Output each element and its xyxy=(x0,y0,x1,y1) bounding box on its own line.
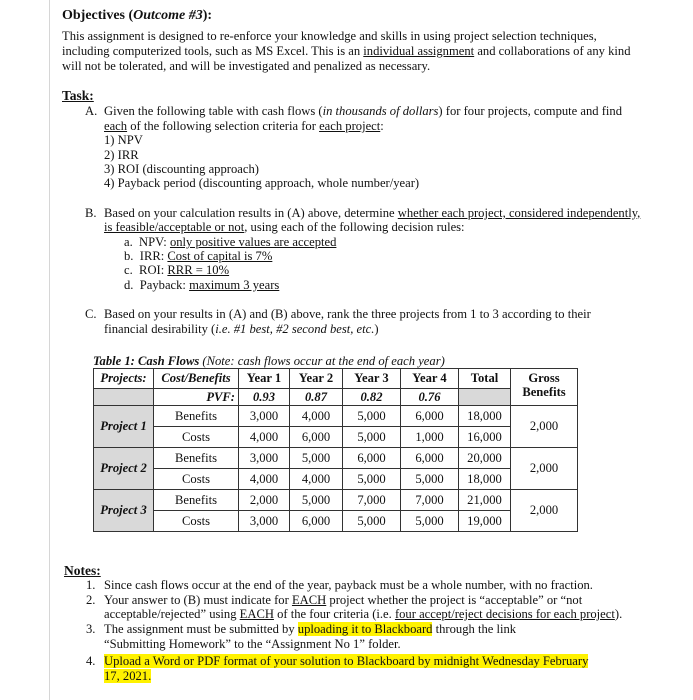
rule-item-roi: c. ROI: RRR = 10% xyxy=(124,263,230,277)
table-cell: 7,000 xyxy=(401,490,459,511)
table-cell: 5,000 xyxy=(290,448,343,469)
row-label: Benefits xyxy=(154,490,239,511)
table-cell: 1,000 xyxy=(401,427,459,448)
pvf-empty xyxy=(94,389,154,406)
task-c-line-2: financial desirability (i.e. #1 best, #2 second best, etc.) xyxy=(104,322,379,336)
project-1-label: Project 1 xyxy=(94,406,154,448)
total-cell: 18,000 xyxy=(459,469,511,490)
note-3-number: 3. xyxy=(86,622,96,636)
task-b-line-2: is feasible/acceptable or not, using each of the following decision rules: xyxy=(104,220,465,234)
table-cell: 6,000 xyxy=(401,448,459,469)
note-2-line-1: Your answer to (B) must indicate for EACH project whether the project is “acceptable” or “not xyxy=(104,593,583,607)
pvf-row xyxy=(94,389,578,406)
task-a-line-1: Given the following table with cash flows (in thousands of dollars) for four projects, compute and find xyxy=(104,104,623,118)
project-1-benefits-row xyxy=(94,406,578,427)
project-2-costs-row xyxy=(94,469,578,490)
table-cell: 4,000 xyxy=(239,427,290,448)
objectives-line-3: will not be tolerated, and will be investigated and penalized as necessary. xyxy=(62,59,431,73)
header-year-4: Year 4 xyxy=(401,369,459,389)
header-year-2: Year 2 xyxy=(290,369,343,389)
header-cost-benefits: Cost/Benefits xyxy=(154,369,239,389)
note-2-line-2: acceptable/rejected” using EACH of the four criteria (i.e. four accept/reject decisions for each project). xyxy=(104,607,623,621)
task-b-letter: B. xyxy=(85,206,97,220)
task-c-letter: C. xyxy=(85,307,97,321)
table-cell: 6,000 xyxy=(401,406,459,427)
table-cell: 6,000 xyxy=(343,448,401,469)
objectives-line-2: including computerized tools, such as MS Excel. This is an individual assignment and collaborations of any kind xyxy=(62,44,631,58)
table-cell: 4,000 xyxy=(290,469,343,490)
table-cell: 5,000 xyxy=(401,511,459,532)
row-label: Benefits xyxy=(154,448,239,469)
note-3-line-1: The assignment must be submitted by uploading it to Blackboard through the link xyxy=(104,622,517,636)
rule-item-irr: b. IRR: Cost of capital is 7% xyxy=(124,249,273,263)
cash-flow-table xyxy=(93,368,578,532)
gross-benefits-cell: 2,000 xyxy=(511,448,578,490)
table-cell: 5,000 xyxy=(401,469,459,490)
pvf-label: PVF: xyxy=(154,389,239,406)
pvf-year-1: 0.93 xyxy=(239,389,290,406)
total-cell: 19,000 xyxy=(459,511,511,532)
table-cell: 4,000 xyxy=(239,469,290,490)
project-3-costs-row xyxy=(94,511,578,532)
task-heading: Task: xyxy=(62,88,94,103)
table-cell: 2,000 xyxy=(239,490,290,511)
pvf-year-4: 0.76 xyxy=(401,389,459,406)
table-cell: 3,000 xyxy=(239,511,290,532)
note-1-number: 1. xyxy=(86,578,96,592)
table-cell: 5,000 xyxy=(343,469,401,490)
row-label: Costs xyxy=(154,511,239,532)
project-3-label: Project 3 xyxy=(94,490,154,532)
objectives-heading: Objectives (Outcome #3): xyxy=(62,8,213,23)
table-cell: 5,000 xyxy=(343,427,401,448)
header-year-3: Year 3 xyxy=(343,369,401,389)
criteria-item-npv: 1) NPV xyxy=(104,133,143,147)
criteria-item-irr: 2) IRR xyxy=(104,148,139,162)
project-1-costs-row xyxy=(94,427,578,448)
task-b-line-1: Based on your calculation results in (A) above, determine whether each project, considered independently, xyxy=(104,206,641,220)
header-projects: Projects: xyxy=(94,369,154,389)
row-label: Benefits xyxy=(154,406,239,427)
table-cell: 5,000 xyxy=(290,490,343,511)
table-cell: 6,000 xyxy=(290,511,343,532)
project-2-label: Project 2 xyxy=(94,448,154,490)
pvf-year-3: 0.82 xyxy=(343,389,401,406)
rule-item-payback: d. Payback: maximum 3 years xyxy=(124,278,280,292)
project-2-benefits-row xyxy=(94,448,578,469)
header-year-1: Year 1 xyxy=(239,369,290,389)
note-1-text: Since cash flows occur at the end of the year, payback must be a whole number, with no fraction. xyxy=(104,578,593,592)
gross-benefits-cell: 2,000 xyxy=(511,406,578,448)
table-caption: Table 1: Cash Flows (Note: cash flows occur at the end of each year) xyxy=(93,354,445,368)
table-cell: 4,000 xyxy=(290,406,343,427)
table-cell: 3,000 xyxy=(239,406,290,427)
note-4-number: 4. xyxy=(86,654,96,668)
table-cell: 5,000 xyxy=(343,511,401,532)
notes-heading: Notes: xyxy=(64,563,101,578)
table-cell: 3,000 xyxy=(239,448,290,469)
header-gross-benefits: Gross Benefits xyxy=(511,369,578,406)
task-a-letter: A. xyxy=(85,104,98,118)
total-cell: 20,000 xyxy=(459,448,511,469)
note-3-line-2: “Submitting Homework” to the “Assignment No 1” folder. xyxy=(104,637,401,651)
total-cell: 21,000 xyxy=(459,490,511,511)
table-header-row xyxy=(94,369,578,389)
table-cell: 6,000 xyxy=(290,427,343,448)
task-a-line-2: each of the following selection criteria for each project: xyxy=(104,119,384,133)
criteria-item-roi: 3) ROI (discounting approach) xyxy=(104,162,259,176)
note-4-line-2: 17, 2021. xyxy=(104,669,152,683)
pvf-year-2: 0.87 xyxy=(290,389,343,406)
row-label: Costs xyxy=(154,469,239,490)
note-2-number: 2. xyxy=(86,593,96,607)
rule-item-npv: a. NPV: only positive values are accepted xyxy=(124,235,337,249)
gross-benefits-cell: 2,000 xyxy=(511,490,578,532)
table-cell: 7,000 xyxy=(343,490,401,511)
row-label: Costs xyxy=(154,427,239,448)
header-total: Total xyxy=(459,369,511,389)
table-cell: 5,000 xyxy=(343,406,401,427)
note-4-line-1: Upload a Word or PDF format of your solution to Blackboard by midnight Wednesday February xyxy=(104,654,589,668)
task-c-line-1: Based on your results in (A) and (B) above, rank the three projects from 1 to 3 according to their xyxy=(104,307,591,321)
criteria-item-payback: 4) Payback period (discounting approach, whole number/year) xyxy=(104,176,420,190)
objectives-line-1: This assignment is designed to re-enforce your knowledge and skills in using project selection techniques, xyxy=(62,29,597,43)
pvf-total-empty xyxy=(459,389,511,406)
total-cell: 18,000 xyxy=(459,406,511,427)
project-3-benefits-row xyxy=(94,490,578,511)
total-cell: 16,000 xyxy=(459,427,511,448)
